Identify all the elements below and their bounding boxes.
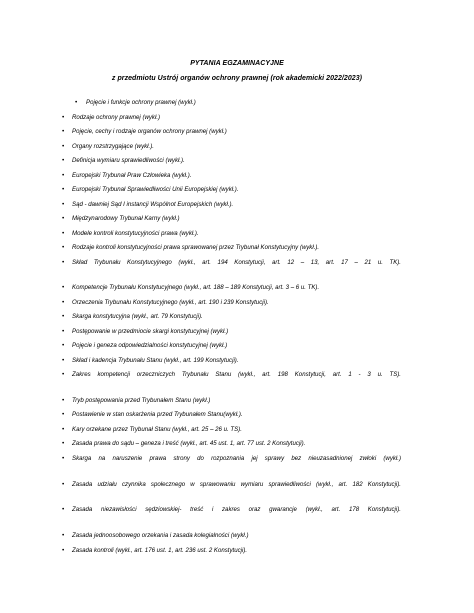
list-item	[0, 545, 474, 556]
list-item	[0, 199, 474, 210]
list-item-text: Skład Trybunału Konstytucyjnego (wykł., art. 194 Konstytucji, art. 12 – 13, art. 17 – 21 u. TK).	[72, 258, 401, 266]
list-item	[0, 326, 474, 337]
bullet-icon: •	[62, 229, 65, 237]
list-item-text: Zasada prawa do sądu – geneza i treść (wykł., art. 45 ust. 1, art. 77 ust. 2 Konstytucji).	[72, 440, 306, 448]
list-item-text: Postępowanie w przedmiocie skargi konstytucyjnej (wykł.)	[72, 327, 229, 335]
list-item-text: Orzeczenia Trybunału Konstytucyjnego (wykł., art. 190 i 239 Konstytucji).	[72, 298, 269, 306]
list-item-text: Skarga konstytucyjna (wykł., art. 79 Konstytucji).	[72, 313, 203, 321]
bullet-icon: •	[62, 532, 65, 540]
list-item-text: Międzynarodowy Trybunał Karny (wykł.)	[72, 215, 180, 222]
list-item-text: Zasada udziału czynnika społecznego w sprawowaniu wymiaru sprawiedliwości (wykł., art. 182 Konstytucji).	[72, 480, 401, 488]
list-item-text: Postawienie w stan oskarżenia przed Trybunałem Stanu(wykł.).	[72, 411, 243, 419]
list-item	[0, 213, 474, 224]
bullet-icon: •	[75, 99, 78, 106]
bullet-icon: •	[62, 506, 65, 514]
list-item	[0, 355, 474, 366]
list-item	[0, 530, 474, 541]
list-item	[0, 126, 474, 137]
list-item	[0, 242, 474, 253]
list-item	[0, 453, 474, 475]
list-item-text: Skarga na naruszenie prawa strony do rozpoznania jej sprawy bez nieuzasadnionej zwłoki (wykł.)	[72, 454, 401, 462]
list-item	[0, 395, 474, 406]
bullet-icon: •	[62, 113, 65, 121]
bullet-icon: •	[62, 186, 65, 193]
list-item	[0, 112, 474, 123]
bullet-icon: •	[62, 128, 65, 135]
list-item-text: Pojęcie i funkcje ochrony prawnej (wykł.)	[86, 99, 196, 106]
list-item	[0, 170, 474, 181]
list-item-text: Pojęcie i geneza odpowiedzialności konstytucyjnej (wykł.)	[72, 342, 228, 350]
bullet-icon: •	[62, 284, 65, 292]
list-item	[0, 340, 474, 351]
bullet-icon: •	[62, 313, 65, 321]
list-item	[0, 97, 474, 108]
list-item	[0, 424, 474, 435]
list-item-text: Tryb postępowania przed Trybunałem Stanu (wykł.)	[72, 396, 211, 404]
list-item-text: Rodzaje kontroli konstytucyjności prawa sprawowanej przez Trybunał Konstytucyjny (wykł.).	[72, 244, 320, 251]
list-item-text: Rodzaje ochrony prawnej (wykł.)	[72, 113, 161, 121]
bullet-icon: •	[62, 200, 65, 208]
list-item	[0, 155, 474, 166]
list-item-text: Zasada kontroli (wykł., art. 176 ust. 1, art. 236 ust. 2 Konstytucji).	[72, 546, 248, 554]
bullet-icon: •	[62, 171, 65, 179]
bullet-icon: •	[62, 546, 65, 554]
list-item	[0, 228, 474, 239]
bullet-icon: •	[62, 157, 65, 164]
list-item-text: Skład i kadencja Trybunału Stanu (wykł., art. 199 Konstytucji).	[72, 356, 239, 364]
bullet-icon: •	[62, 454, 65, 462]
list-item	[0, 504, 474, 526]
list-item	[0, 311, 474, 322]
list-item	[0, 438, 474, 449]
list-item-text: Organy rozstrzygające (wykł.).	[72, 142, 154, 150]
list-item-text: Zasada niezawisłości sędziowskiej- treść i zakres oraz gwarancje (wykł., art. 178 Konstytucji).	[72, 506, 401, 514]
document-title: PYTANIA EGZAMINACYJNE	[190, 60, 284, 67]
bullet-icon: •	[62, 480, 65, 488]
bullet-icon: •	[62, 298, 65, 306]
list-item	[0, 141, 474, 152]
bullet-icon: •	[62, 396, 65, 404]
bullet-icon: •	[62, 327, 65, 335]
list-item-text: Europejski Trybunał Sprawiedliwości Unii Europejskiej (wykł.).	[72, 186, 239, 193]
document-subtitle: z przedmiotu Ustrój organów ochrony prawnej (rok akademicki 2022/2023)	[111, 75, 363, 82]
question-list	[0, 97, 474, 559]
list-item-text: Modele kontroli konstytucyjności prawa (wykł.).	[72, 229, 199, 237]
bullet-icon: •	[62, 142, 65, 150]
bullet-icon: •	[62, 215, 65, 222]
list-item	[0, 184, 474, 195]
bullet-icon: •	[62, 356, 65, 364]
list-item	[0, 297, 474, 308]
bullet-icon: •	[62, 440, 65, 448]
bullet-icon: •	[62, 411, 65, 419]
list-item-text: Zakres kompetencji orzeczniczych Trybunału Stanu (wykł., art. 198 Konstytucji, art. 1 - 3 u. TS).	[72, 371, 401, 379]
list-item	[0, 479, 474, 501]
list-item-text: Kary orzekane przez Trybunał Stanu (wykł., art. 25 – 26 u. TS).	[72, 425, 242, 433]
list-item-text: Zasada jednoosobowego orzekania i zasada kolegialności (wykł.)	[72, 532, 249, 540]
list-item	[0, 257, 474, 279]
bullet-icon: •	[62, 371, 65, 379]
bullet-icon: •	[62, 342, 65, 350]
list-item-text: Kompetencje Trybunału Konstytucyjnego (wykł., art. 188 – 189 Konstytucji, art. 3 – 6 u. TK).	[72, 284, 320, 292]
bullet-icon: •	[62, 244, 65, 251]
list-item-text: Europejski Trybunał Praw Człowieka (wykł.).	[72, 171, 192, 179]
list-item-text: Sąd - dawniej Sąd I instancji Wspólnot Europejskich (wykł.).	[72, 200, 234, 208]
list-item	[0, 409, 474, 420]
list-item	[0, 369, 474, 391]
bullet-icon: •	[62, 258, 65, 266]
bullet-icon: •	[62, 425, 65, 433]
list-item-text: Definicja wymiaru sprawiedliwości (wykł.).	[72, 157, 185, 164]
list-item-text: Pojęcie, cechy i rodzaje organów ochrony prawnej (wykł.)	[72, 128, 227, 135]
list-item	[0, 282, 474, 293]
